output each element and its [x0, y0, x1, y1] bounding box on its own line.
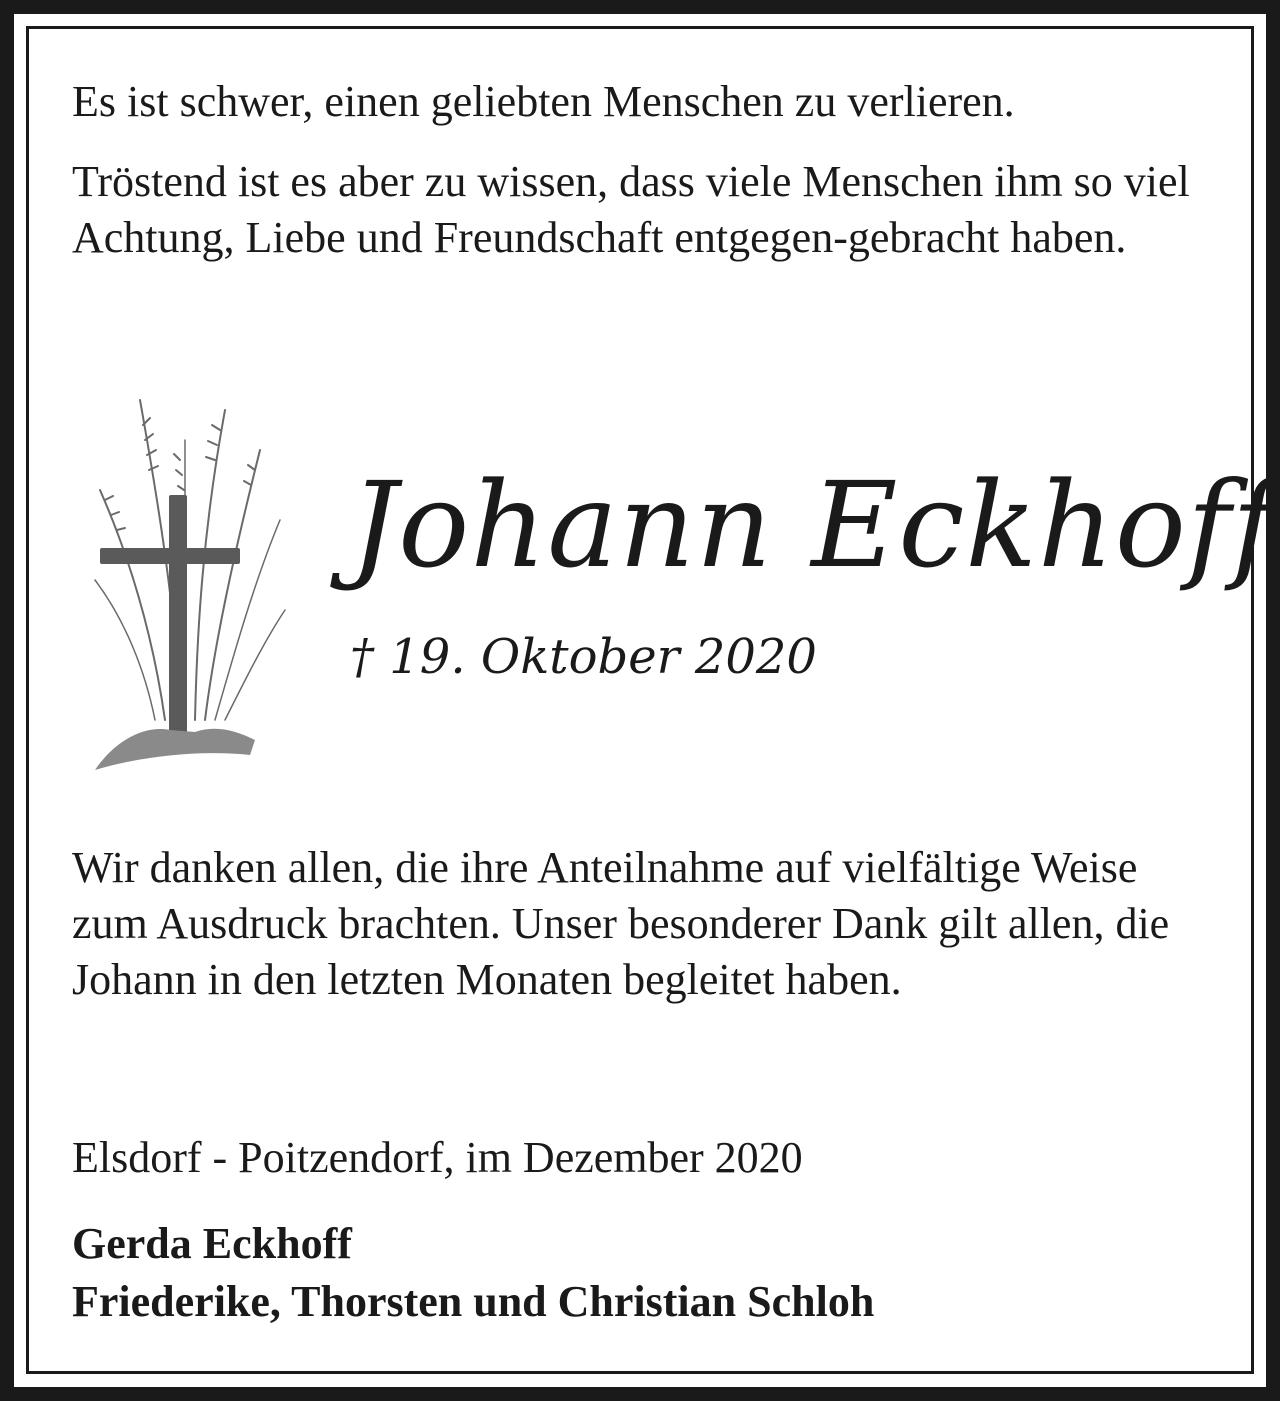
opening-line: Es ist schwer, einen geliebten Menschen zu verlieren. [72, 77, 1015, 126]
deceased-name: Johann Eckhoff [350, 456, 1277, 594]
thanks-paragraph: Wir danken allen, die ihre Anteilnahme auf vielfältige Weise zum Ausdruck brachten. Unser besonderer Dank gilt allen, die Johann in den letzten Monaten begleitet haben. [72, 843, 1170, 1004]
death-date: † 19. Oktober 2020 [350, 629, 817, 685]
place-and-date: Elsdorf - Poitzendorf, im Dezember 2020 [72, 1133, 803, 1182]
signatory-2: Friederike, Thorsten und Christian Schloh [72, 1277, 875, 1326]
signatory-1: Gerda Eckhoff [72, 1219, 352, 1268]
comfort-paragraph: Tröstend ist es aber zu wissen, dass viele Menschen ihm so viel Achtung, Liebe und Freundschaft entgegen-gebracht haben. [72, 157, 1190, 262]
cross-with-grass-icon [85, 380, 290, 780]
